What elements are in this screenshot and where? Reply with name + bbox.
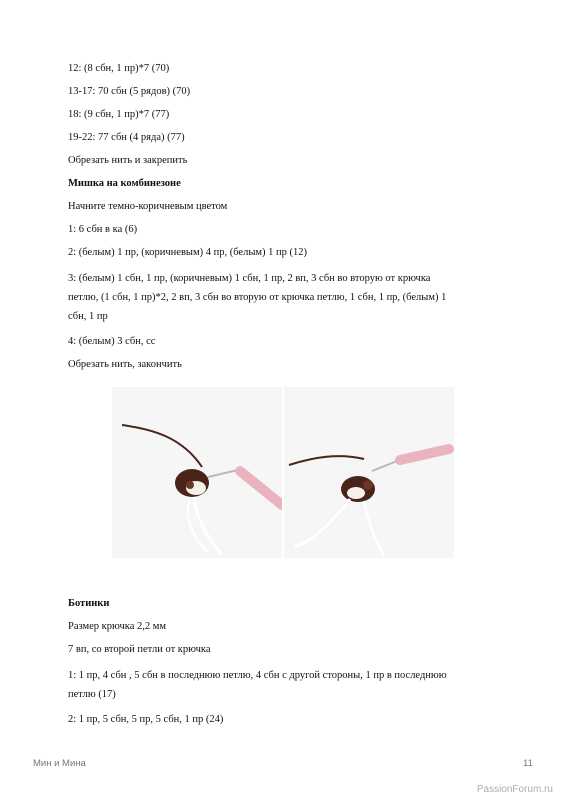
pattern-line: 1: 1 пр, 4 сбн , 5 сбн в последнюю петлю, 4 сбн с другой стороны, 1 пр в последнюю bbox=[68, 670, 447, 681]
watermark: PassionForum.ru bbox=[476, 784, 553, 795]
pattern-line: сбн, 1 пр bbox=[68, 311, 108, 322]
pattern-line: 7 вп, со второй петли от крючка bbox=[68, 644, 211, 655]
pattern-line: петлю (17) bbox=[68, 689, 116, 700]
pattern-line: 12: (8 сбн, 1 пр)*7 (70) bbox=[68, 63, 170, 74]
pattern-line: Обрезать нить и закрепить bbox=[68, 155, 188, 166]
pattern-line: 19-22: 77 сбн (4 ряда) (77) bbox=[68, 132, 185, 143]
document-body bbox=[68, 62, 498, 381]
pattern-line: 2: 1 пр, 5 сбн, 5 пр, 5 сбн, 1 пр (24) bbox=[68, 714, 224, 725]
page-number: 11 bbox=[523, 758, 533, 769]
pattern-line: 13-17: 70 сбн (5 рядов) (70) bbox=[68, 86, 191, 97]
pattern-line: Начните темно-коричневым цветом bbox=[68, 201, 228, 212]
pattern-line: Размер крючка 2,2 мм bbox=[68, 621, 167, 632]
crochet-photo-left bbox=[112, 387, 282, 558]
section-heading-bear: Мишка на комбинезоне bbox=[68, 178, 181, 189]
pattern-line: 18: (9 сбн, 1 пр)*7 (77) bbox=[68, 109, 170, 120]
section-heading-boots: Ботинки bbox=[68, 598, 110, 609]
crochet-photo-right bbox=[284, 387, 454, 558]
pattern-line: 3: (белым) 1 сбн, 1 пр, (коричневым) 1 сбн, 1 пр, 2 вп, 3 сбн во вторую от крючка bbox=[68, 273, 431, 284]
footer-title: Мин и Мина bbox=[33, 758, 86, 769]
boots-section bbox=[68, 597, 498, 727]
pattern-line: 1: 6 сбн в ка (6) bbox=[68, 224, 138, 235]
pattern-line: Обрезать нить, закончить bbox=[68, 359, 182, 370]
pattern-line: петлю, (1 сбн, 1 пр)*2, 2 вп, 3 сбн во вторую от крючка петлю, 1 сбн, 1 пр, (белым) 1 bbox=[68, 292, 447, 303]
pattern-line: 2: (белым) 1 пр, (коричневым) 4 пр, (белым) 1 пр (12) bbox=[68, 247, 308, 258]
pattern-line: 4: (белым) 3 сбн, сс bbox=[68, 336, 156, 347]
crochet-photos bbox=[112, 387, 454, 558]
